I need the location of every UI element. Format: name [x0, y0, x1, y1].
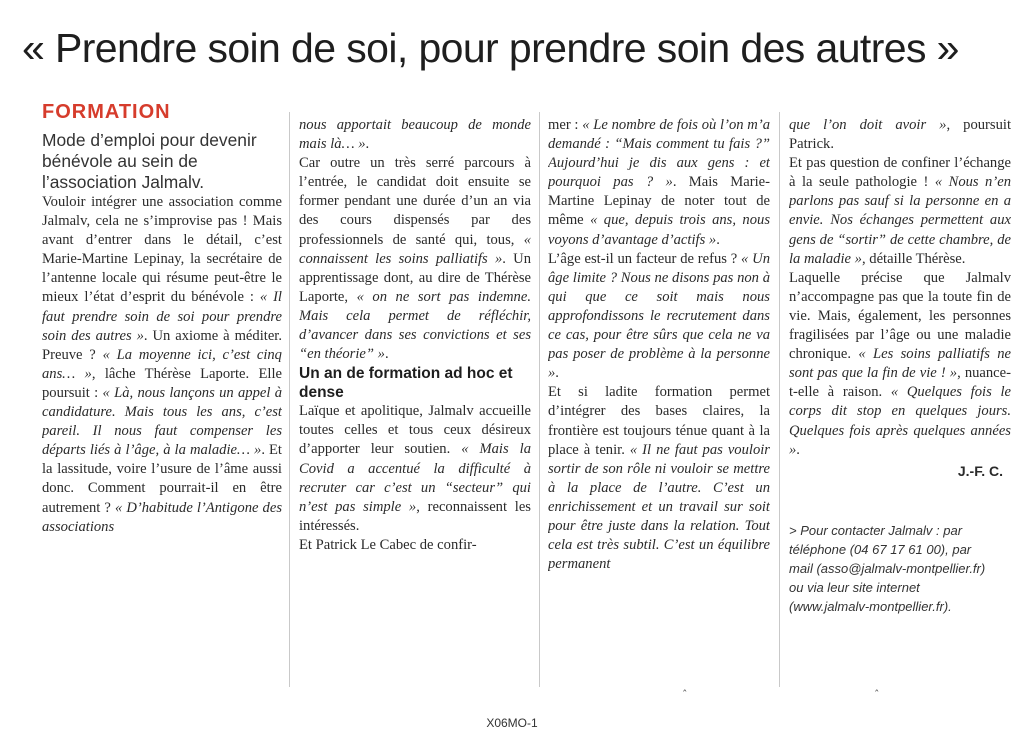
paragraph	[789, 269, 1011, 460]
text-run: , nuance-t-elle à raison.	[789, 365, 1011, 401]
paragraph	[299, 154, 531, 364]
quote: que l’on doit avoir »	[789, 117, 947, 133]
article-lead: Mode d’emploi pour devenir bénévole au sein de l’association Jalmalv.	[42, 130, 257, 192]
contact-line: ou via leur site internet	[789, 579, 920, 595]
quote: « Le nombre de fois où l’on m’a demandé : “Mais comment tu fais ?” Aujourd’hui je dis aux gens : et pourquoi pas ? »	[548, 117, 770, 191]
column-divider	[289, 112, 290, 687]
column-divider	[539, 112, 540, 687]
article-column-4	[789, 116, 1011, 701]
quote: « Quelques fois le corps dit stop en quelques jours. Quelques fois après quelques années »	[789, 384, 1011, 458]
paragraph	[299, 402, 531, 536]
text-run: .	[384, 346, 389, 363]
text-run: .	[796, 441, 800, 458]
paragraph	[789, 116, 1011, 154]
quote: « D’habitude l’Antigone des associations	[42, 499, 282, 535]
contact-website: (www.jalmalv-montpellier.fr).	[789, 598, 952, 614]
text-run: , lâche Thérèse Laporte. Elle poursuit :	[42, 365, 282, 401]
subheading: Un an de formation ad hoc et dense	[299, 365, 513, 402]
paragraph	[42, 193, 282, 537]
text-run: Laquelle précise que Jalmalv n’accompagne pas que la toute fin de vie. Mais, également, les personnes fragilisées par l’âge ou une maladie chronique.	[789, 269, 1011, 363]
contact-line: > Pour contacter Jalmalv : par téléphone (04 67 17 61 00), par	[789, 522, 972, 557]
paragraph	[548, 383, 770, 574]
text-run: mer :	[548, 117, 583, 133]
quote: « Un âge limite ? Nous ne disons pas non à qui que ce soit mais nous approfondissons le recrutement dans ce cas, pour être sûrs que cela ne va pas poser de problème à la personne »	[548, 250, 770, 382]
text-run: Laïque et apolitique, Jalmalv accueille toutes celles et tous ceux désireux d’apporter leur soutien.	[299, 403, 531, 458]
text-run: . Mais Marie-Martine Lepinay de noter tout de même	[548, 174, 770, 229]
paragraph	[789, 154, 1011, 269]
text-run: L’âge est-il un facteur de refus ?	[548, 250, 742, 267]
quote: « Il faut prendre soin de soi pour prendre soin des autres »	[42, 289, 282, 344]
paragraph	[548, 116, 770, 250]
text-run: . Un axiome à méditer. Preuve ?	[42, 327, 282, 363]
author-signature: J.-F. C.	[957, 462, 1003, 479]
text-run: . Un apprentissage dont, au dire de Thérèse Laporte,	[299, 250, 531, 305]
print-mark-icon: ˆ	[874, 688, 880, 701]
text-run: Et pas question de confiner l’échange à la seule pathologie !	[789, 155, 1011, 191]
paragraph	[299, 116, 531, 154]
quote: « Là, nous lançons un appel à candidature. Mais tous les ans, c’est pareil. Il nous faut compenser les départs liés à l’âge, à la maladie… »	[42, 384, 282, 459]
text-run: .	[555, 365, 559, 382]
paragraph	[548, 250, 770, 384]
quote: « Les soins palliatifs ne sont pas que la fin de vie ! »	[789, 346, 1011, 382]
text-run: .	[365, 136, 370, 153]
article-column-3	[548, 116, 770, 701]
page-code: X06MO-1	[486, 716, 538, 730]
quote: « Il ne faut pas vouloir sortir de son rôle ni vouloir se mettre à la place de l’autre. C’est un enrichissement et un travail sur soit pour être juste dans la relation. Tout cela est très subtil. C’est un équilibre permanent	[548, 441, 770, 573]
quote: « on ne sort pas indemne. Mais cela permet de réfléchir, d’avancer dans ses convictions et ses “en théorie” »	[299, 288, 531, 363]
contact-email: mail (asso@jalmalv-montpellier.fr)	[789, 560, 986, 576]
column-divider	[779, 112, 780, 687]
quote: « que, depuis trois ans, nous voyons d’avantage d’actifs »	[548, 212, 770, 248]
article-headline: « Prendre soin de soi, pour prendre soin des autres »	[22, 25, 959, 71]
article-column-2	[299, 116, 531, 701]
text-run: Vouloir intégrer une association comme Jalmalv, cela ne s’improvise pas ! Mais avant d’entrer dans le détail, c’est Marie-Martine Lepinay, la secrétaire de l’antenne locale qui résume peut-être le mieux l’état d’esprit du bénévole :	[42, 194, 282, 306]
contact-box	[789, 521, 1011, 616]
text-run: , détaille Thérèse.	[861, 250, 966, 267]
quote: « Mais la Covid a accentué la difficulté à recruter car c’est un “secteur” qui n’est pas simple »	[299, 441, 531, 515]
text-run: . Et la lassitude, voire l’usure de l’âme aussi donc. Comment pourrait-il en être autrement ?	[42, 442, 282, 516]
text-run: Et si ladite formation permet d’intégrer des bases claires, la frontière est toujours ténue quant à la place à tenir.	[548, 384, 770, 458]
text-run: , reconnaissent les intéressés.	[299, 498, 531, 534]
quote: « La moyenne ici, c’est cinq ans… »	[42, 346, 282, 382]
quote: « Nous n’en parlons pas sauf si la personne en a envie. Nos échanges permettent aux gens de “sortir” de cette chambre, de la maladie »	[789, 174, 1011, 267]
section-kicker: FORMATION	[42, 101, 171, 123]
paragraph: Et Patrick Le Cabec de confir-	[299, 536, 477, 553]
article-column-1	[42, 100, 282, 685]
text-run: .	[716, 231, 720, 248]
text-run: , poursuit Patrick.	[789, 117, 1011, 153]
quote: « connaissent les soins palliatifs »	[299, 231, 531, 267]
text-run: Car outre un très serré parcours à l’entrée, le candidat doit ensuite se former pendant une durée d’un an via des cours dispensés par des professionnels de santé qui, tous,	[299, 155, 531, 248]
quote: nous apportait beaucoup de monde mais là… »	[299, 117, 531, 153]
print-mark-icon: ˆ	[682, 688, 688, 701]
